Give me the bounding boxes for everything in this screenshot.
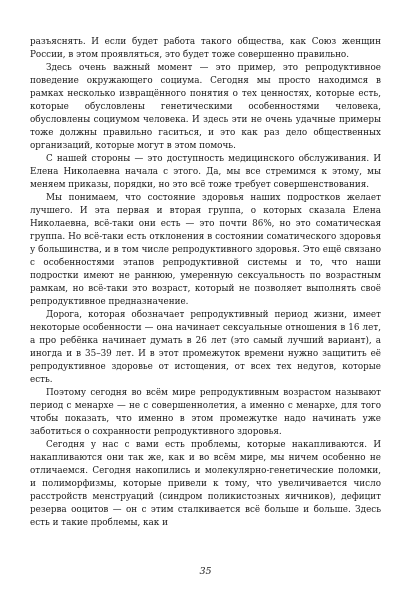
paragraph: Мы понимаем, что состояние здоровья наших подростков желает лучшего. И эта первая и вторая группа, о которых сказала Елена Николаевна, всё-таки они есть — это почти 86%, но это соматическая группа. Но всё-таки есть отклонения в состоянии соматического здоровья у большинства, и в том числе репродуктивного здоровья. Это ещё связано с особенностями этапов репродуктивной системы и то, что наши подростки имеют не раннюю, умеренную сексуальность по возрастным рамкам, но всё-таки это возраст, который не позволяет выполнять своё репродуктивное предназначение. [30,193,381,307]
paragraph: Дорога, которая обозначает репродуктивный период жизни, имеет некоторые особенности — она начинает сексуальные отношения в 16 лет, а про ребёнка начинает думать в 26 лет (это самый лучший вариант), а иногда и в 35–39 лет. И в этот промежуток времени нужно защитить её репродуктивное здоровье от истощения, от всех тех недугов, которые есть. [30,310,381,385]
paragraph: разъяснять. И если будет работа такого общества, как Союз женщин России, в этом проявляться, это будет тоже совершенно правильно. [30,37,381,60]
page-number: 35 [199,566,212,577]
paragraph: Сегодня у нас с вами есть проблемы, которые накапливаются. И накапливаются они так же, как и во всём мире, мы ничем особенно не отличаемся. Сегодня накопились и молекулярно-генетические поломки, и полиморфизмы, которые привели к тому, что увеличивается число расстройств менструаций (синдром поликистозных яичников), дефицит резерва ооцитов — он с этим сталкивается всё больше и больше. Здесь есть и такие проблемы, как и [30,440,381,528]
paragraph: Поэтому сегодня во всём мире репродуктивным возрастом называют период с менархе — не с совершеннолетия, а именно с менархе, для того чтобы показать, что именно в этом промежутке надо начинать уже заботиться о сохранности репродуктивного здоровья. [30,388,381,437]
paragraph: Здесь очень важный момент — это пример, это репродуктивное поведение окружающего социума. Сегодня мы просто находимся в рамках несколько извращённого понятия о тех ценностях, которые есть, которые обусловлены генетическими особенностями человека, обусловлены социумом человека. И здесь эти не очень удачные примеры тоже должны правильно гаситься, и это как раз дело общественных организаций, которые могут в этом помочь. [30,63,381,151]
body-text [30,36,381,530]
paragraph: С нашей стороны — это доступность медицинского обслуживания. И Елена Николаевна начала с этого. Да, мы все стремимся к этому, мы меняем приказы, порядки, но это всё тоже требует совершенствования. [30,154,381,190]
